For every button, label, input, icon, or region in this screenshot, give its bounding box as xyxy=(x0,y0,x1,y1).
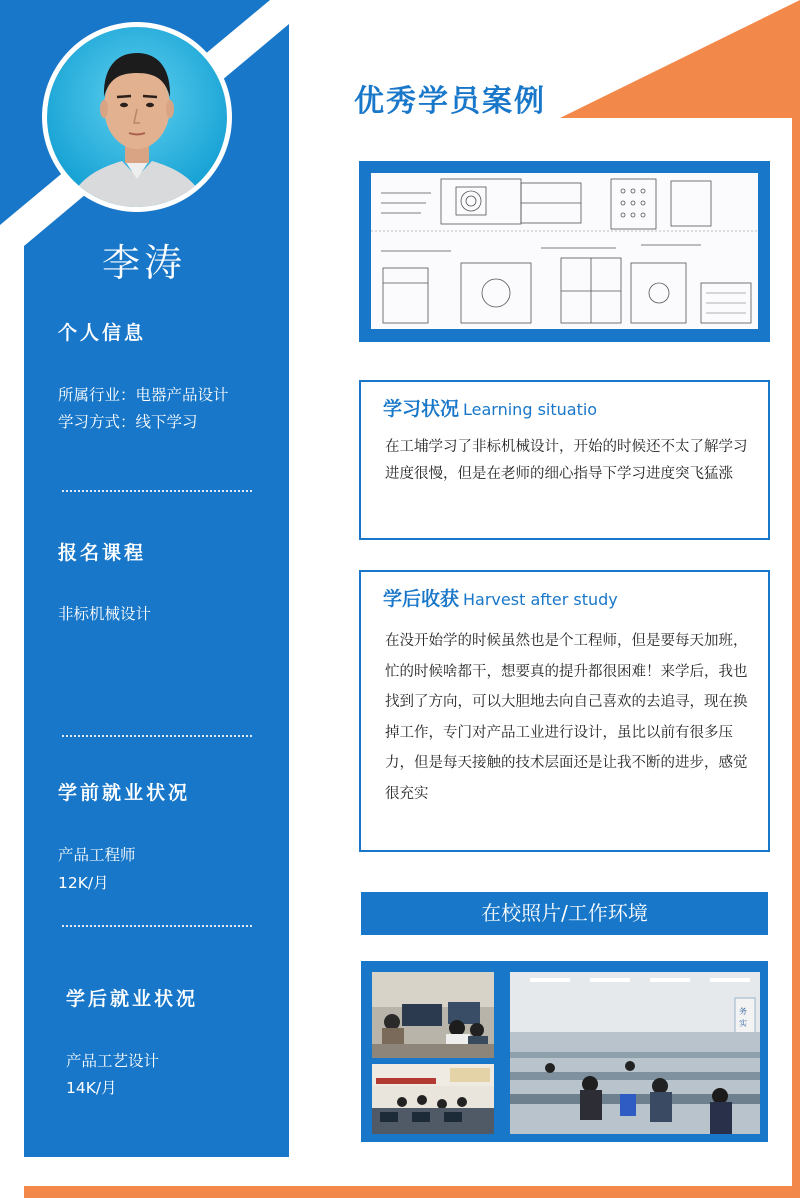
office-environment-photo xyxy=(510,972,760,1134)
course-value: 非标机械设计 xyxy=(58,605,152,623)
section-divider xyxy=(62,735,252,737)
classroom-photo xyxy=(372,972,494,1058)
cad-drawing-image xyxy=(371,173,758,329)
section-divider xyxy=(62,925,252,927)
study-mode-text: 学习方式：线下学习 xyxy=(58,413,198,431)
harvest-text: 在没开始学的时候虽然也是个工程师，但是要每天加班，忙的时候啥都干，想要真的提升都很困难！来学后，我也找到了方向，可以大胆地去向自己喜欢的去追寻，现在换掉工作，专门对产品工业进行设计，虽比以前有很多压力，但是每天接触的技术层面还是让我不断的进步，感觉很充实 xyxy=(385,633,748,802)
bottom-orange-bar xyxy=(24,1186,800,1198)
poster-text-1: 务 xyxy=(739,1007,747,1016)
avatar-photo xyxy=(47,27,227,207)
industry-text: 所属行业：电器产品设计 xyxy=(58,386,229,404)
drawing-frame xyxy=(359,161,770,342)
poster-text-2: 实 xyxy=(739,1019,747,1028)
student-name: 李涛 xyxy=(101,241,186,285)
learning-text: 在工埔学习了非标机械设计，开始的时候还不太了解学习进度很慢，但是在老师的细心指导下学习进度突飞猛涨 xyxy=(385,439,748,482)
personal-info-heading: 个人信息 xyxy=(58,322,147,344)
section-divider xyxy=(62,490,252,492)
harvest-title-en: Harvest after study xyxy=(463,590,618,609)
before-job-salary: 12K/月 xyxy=(58,874,109,892)
learning-situation-card xyxy=(359,380,770,540)
learning-title-cn: 学习状况 xyxy=(383,398,460,420)
after-job-salary: 14K/月 xyxy=(66,1079,117,1097)
after-job-heading: 学后就业状况 xyxy=(66,988,199,1010)
after-job-position: 产品工艺设计 xyxy=(66,1052,160,1070)
harvest-title xyxy=(383,584,618,611)
harvest-title-cn: 学后收获 xyxy=(383,588,460,610)
learning-title xyxy=(383,394,597,421)
course-heading: 报名课程 xyxy=(58,542,147,564)
photos-frame xyxy=(361,961,768,1142)
photos-banner: 在校照片/工作环境 xyxy=(361,892,768,935)
harvest-card xyxy=(359,570,770,852)
learning-title-en: Learning situatio xyxy=(463,400,598,419)
training-room-photo xyxy=(372,1064,494,1134)
before-job-heading: 学前就业状况 xyxy=(58,782,191,804)
page-title: 优秀学员案例 xyxy=(354,84,546,119)
before-job-position: 产品工程师 xyxy=(58,846,136,864)
avatar xyxy=(42,22,232,212)
